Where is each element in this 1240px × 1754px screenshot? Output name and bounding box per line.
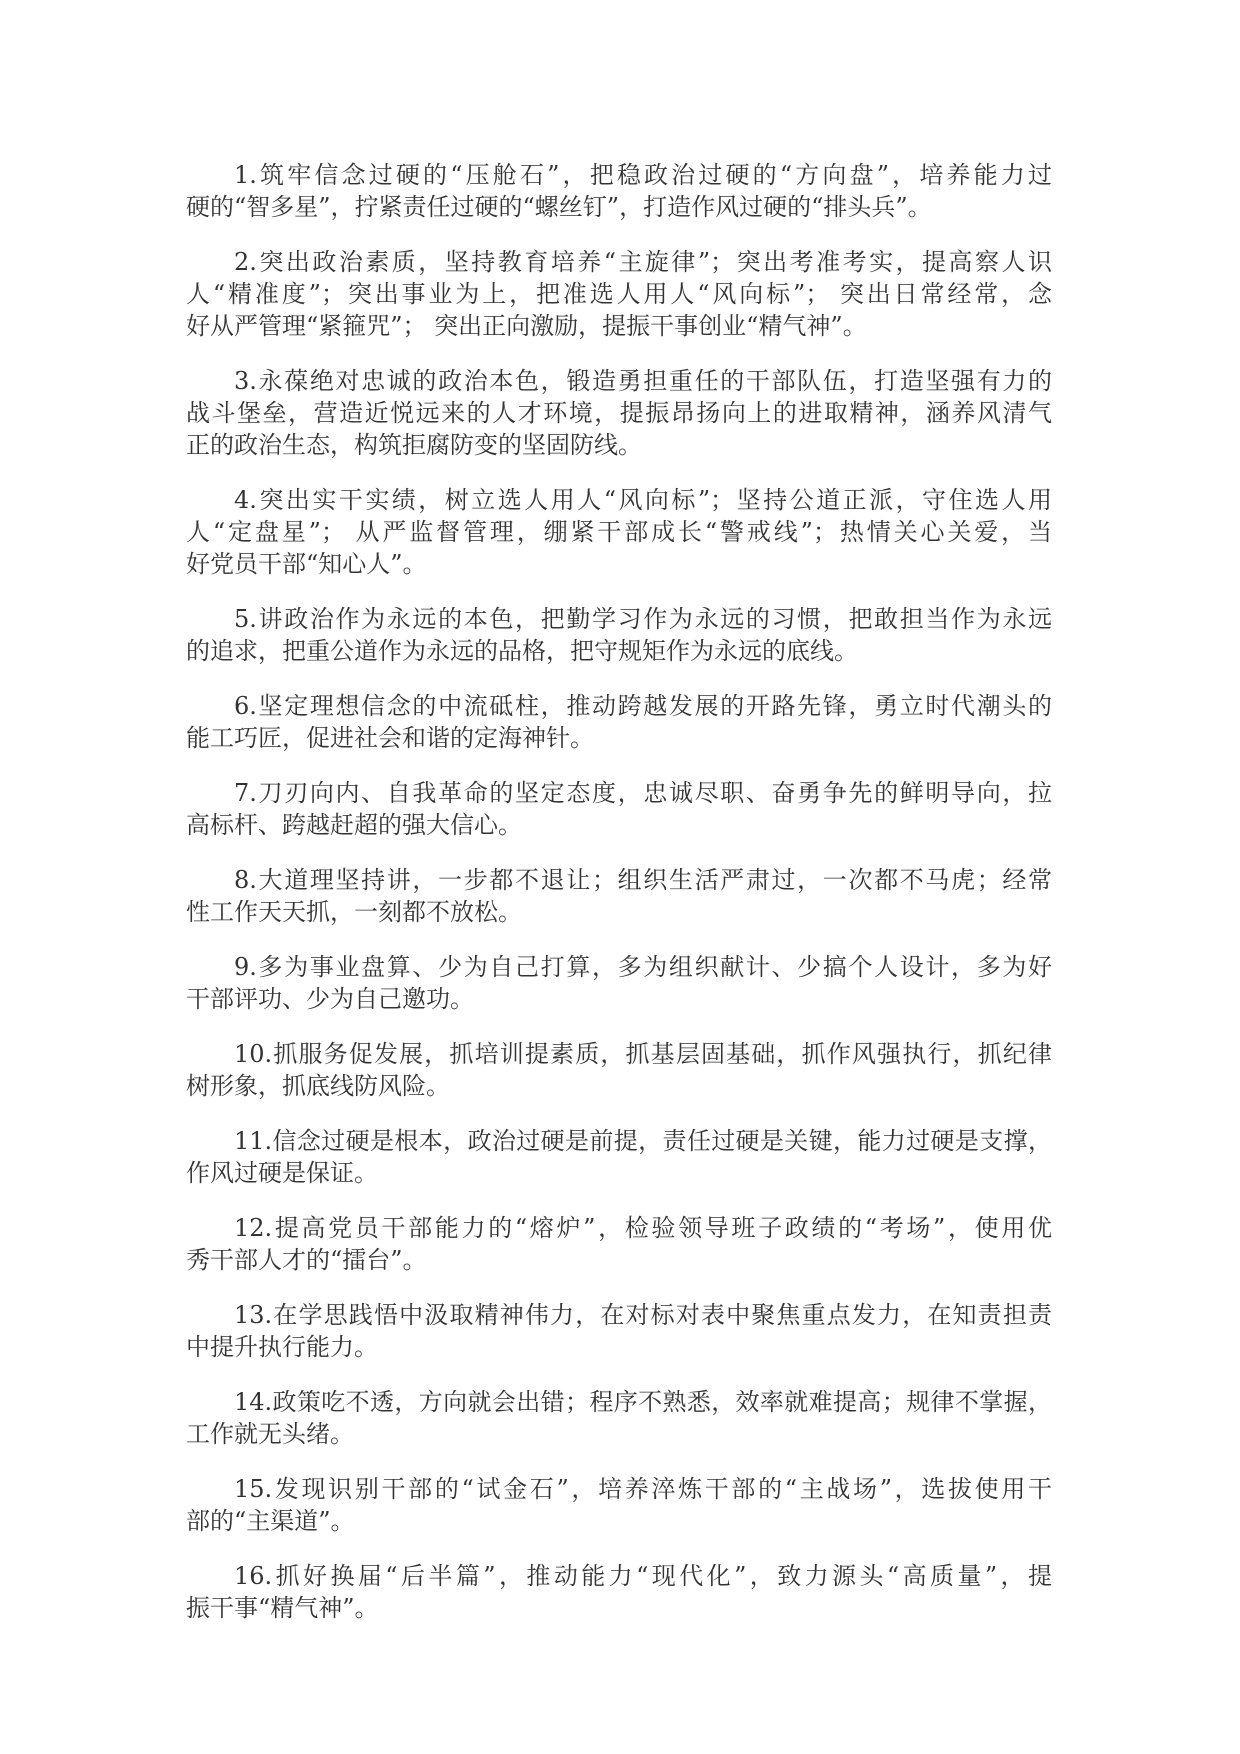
paragraph-1 xyxy=(186,159,1052,223)
paragraph-15 xyxy=(186,1473,1052,1537)
paragraph-line: 振干事“精气神”。 xyxy=(186,1594,379,1622)
paragraph-line: 高标杆、跨越赶超的强大信心。 xyxy=(186,811,522,839)
paragraph-line: 部的“主渠道”。 xyxy=(186,1507,355,1535)
paragraph-line: 能工巧匠，促进社会和谐的定海神针。 xyxy=(186,724,594,752)
paragraph-6 xyxy=(186,690,1052,754)
paragraph-line: 5.讲政治作为永远的本色，把勤学习作为永远的习惯，把敢担当作为永远 xyxy=(234,605,1052,633)
paragraph-line: 工作就无头绪。 xyxy=(186,1420,354,1448)
paragraph-line: 16.抓好换届“后半篇”，推动能力“现代化”，致力源头“高质量”，提 xyxy=(234,1562,1052,1590)
document-page xyxy=(186,159,1052,1647)
paragraph-line: 15.发现识别干部的“试金石”，培养淬炼干部的“主战场”，选拔使用干 xyxy=(234,1475,1052,1503)
paragraph-line: 好从严管理“紧箍咒”； 突出正向激励，提振干事创业“精气神”。 xyxy=(186,312,867,340)
paragraph-line: 秀干部人才的“擂台”。 xyxy=(186,1246,427,1274)
paragraph-line: 3.永葆绝对忠诚的政治本色，锻造勇担重任的干部队伍，打造坚强有力的 xyxy=(234,367,1052,395)
paragraph-line: 8.大道理坚持讲，一步都不退让；组织生活严肃过，一次都不马虎；经常 xyxy=(234,866,1052,894)
paragraph-line: 作风过硬是保证。 xyxy=(186,1159,378,1187)
paragraph-9 xyxy=(186,951,1052,1015)
paragraph-4 xyxy=(186,484,1052,580)
paragraph-line: 13.在学思践悟中汲取精神伟力，在对标对表中聚焦重点发力，在知责担责 xyxy=(234,1301,1052,1329)
paragraph-8 xyxy=(186,864,1052,928)
paragraph-16 xyxy=(186,1560,1052,1624)
paragraph-line: 6.坚定理想信念的中流砥柱，推动跨越发展的开路先锋，勇立时代潮头的 xyxy=(234,692,1052,720)
paragraph-line: 的追求，把重公道作为永远的品格，把守规矩作为永远的底线。 xyxy=(186,637,858,665)
paragraph-line: 4.突出实干实绩，树立选人用人“风向标”；坚持公道正派，守住选人用 xyxy=(234,486,1052,514)
paragraph-line: 7.刀刃向内、自我革命的坚定态度，忠诚尽职、奋勇争先的鲜明导向，拉 xyxy=(234,779,1052,807)
paragraph-line: 9.多为事业盘算、少为自己打算，多为组织献计、少搞个人设计，多为好 xyxy=(234,953,1052,981)
paragraph-line: 树形象，抓底线防风险。 xyxy=(186,1072,450,1100)
paragraph-line: 好党员干部“知心人”。 xyxy=(186,550,427,578)
paragraph-11 xyxy=(186,1125,1052,1189)
paragraph-line: 人“精准度”；突出事业为上，把准选人用人“风向标”； 突出日常经常，念 xyxy=(186,280,1052,308)
paragraph-line: 中提升执行能力。 xyxy=(186,1333,378,1361)
paragraph-line: 10.抓服务促发展，抓培训提素质，抓基层固基础，抓作风强执行，抓纪律 xyxy=(234,1040,1052,1068)
paragraph-line: 人“定盘星”； 从严监督管理，绷紧干部成长“警戒线”；热情关心关爱，当 xyxy=(186,518,1052,546)
paragraph-line: 1.筑牢信念过硬的“压舱石”，把稳政治过硬的“方向盘”，培养能力过 xyxy=(234,161,1052,189)
paragraph-line: 11.信念过硬是根本，政治过硬是前提，责任过硬是关键，能力过硬是支撑， xyxy=(234,1127,1052,1155)
paragraph-13 xyxy=(186,1299,1052,1363)
paragraph-5 xyxy=(186,603,1052,667)
paragraph-7 xyxy=(186,777,1052,841)
paragraph-line: 2.突出政治素质，坚持教育培养“主旋律”；突出考准考实，提高察人识 xyxy=(234,248,1052,276)
paragraph-10 xyxy=(186,1038,1052,1102)
paragraph-line: 12.提高党员干部能力的“熔炉”，检验领导班子政绩的“考场”，使用优 xyxy=(234,1214,1052,1242)
paragraph-12 xyxy=(186,1212,1052,1276)
paragraph-2 xyxy=(186,246,1052,342)
paragraph-14 xyxy=(186,1386,1052,1450)
paragraph-line: 战斗堡垒，营造近悦远来的人才环境，提振昂扬向上的进取精神，涵养风清气 xyxy=(186,399,1052,427)
paragraph-line: 14.政策吃不透，方向就会出错；程序不熟悉，效率就难提高；规律不掌握， xyxy=(234,1388,1052,1416)
paragraph-line: 性工作天天抓，一刻都不放松。 xyxy=(186,898,522,926)
paragraph-line: 硬的“智多星”，拧紧责任过硬的“螺丝钉”，打造作风过硬的“排头兵”。 xyxy=(186,193,932,221)
paragraph-line: 正的政治生态，构筑拒腐防变的坚固防线。 xyxy=(186,431,642,459)
paragraph-3 xyxy=(186,365,1052,461)
paragraph-line: 干部评功、少为自己邀功。 xyxy=(186,985,474,1013)
